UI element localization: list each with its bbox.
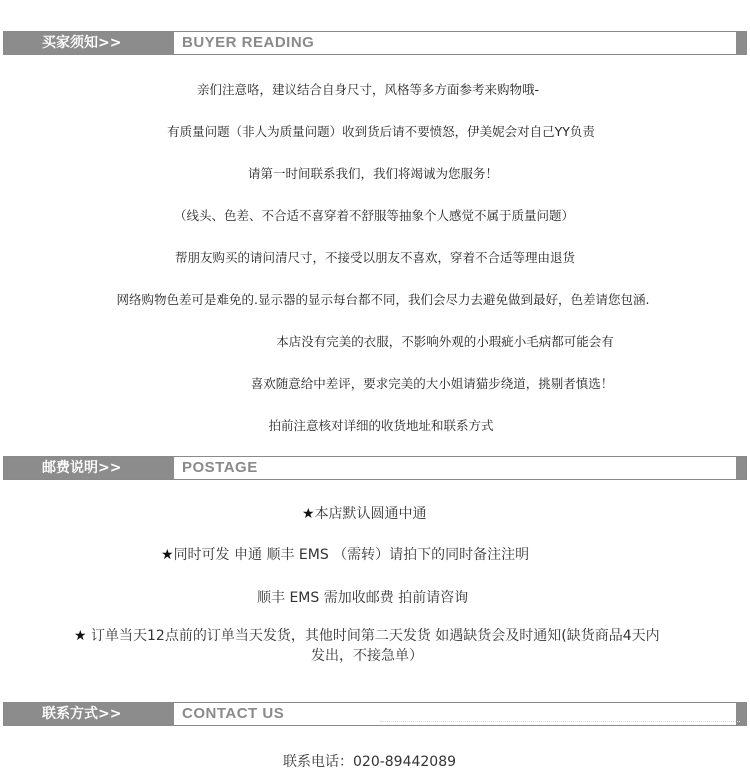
star-icon: ★ xyxy=(302,506,315,522)
contact-phone: 联系电话：020-89442089 xyxy=(283,754,457,770)
postage-line-1 xyxy=(302,503,427,523)
star-icon: ★ xyxy=(74,628,87,644)
buyer-line-1: 亲们注意咯，建议结合自身尺寸，风格等多方面参考来购物哦- xyxy=(196,82,539,97)
header-end-bar xyxy=(736,32,746,54)
postage-line-2 xyxy=(161,544,529,564)
header-end-bar xyxy=(736,457,746,479)
buyer-reading-header xyxy=(3,31,747,55)
star-icon: ★ xyxy=(161,547,174,563)
postage-line-1-text: 本店默认圆通中通 xyxy=(314,506,427,522)
postage-line-3: 顺丰 EMS 需加收邮费 拍前请咨询 xyxy=(257,590,469,606)
buyer-line-4: （线头、色差、不合适不喜穿着不舒服等抽象个人感觉不属于质量问题） xyxy=(173,208,574,223)
buyer-line-8: 喜欢随意给中差评，要求完美的大小姐请猫步绕道，挑剔者慎选！ xyxy=(250,376,614,391)
contact-header-en: CONTACT US xyxy=(182,705,285,722)
postage-header xyxy=(3,456,747,480)
divider xyxy=(380,721,740,723)
buyer-reading-header-cn: 买家须知>> xyxy=(4,32,174,54)
postage-line-4 xyxy=(74,625,660,645)
postage-line-4-text: 订单当天12点前的订单当天发货，其他时间第二天发货 如遇缺货会及时通知(缺货商品4天内 xyxy=(86,628,660,644)
postage-line-4-cont: 发出，不接急单） xyxy=(311,648,423,664)
postage-header-cn: 邮费说明>> xyxy=(4,457,174,479)
buyer-line-7: 本店没有完美的衣服，不影响外观的小瑕疵小毛病都可能会有 xyxy=(276,334,614,349)
buyer-line-2: 有质量问题（非人为质量问题）收到货后请不要愤怒，伊美妮会对自己YY负责 xyxy=(167,124,595,139)
buyer-reading-header-en: BUYER READING xyxy=(182,34,315,51)
buyer-line-6: 网络购物色差可是难免的.显示器的显示每台都不同，我们会尽力去避免做到最好，色差请您包涵. xyxy=(116,292,650,307)
buyer-line-5: 帮朋友购买的请问清尺寸，不接受以朋友不喜欢，穿着不合适等理由退货 xyxy=(174,250,575,265)
buyer-line-9: 拍前注意核对详细的收货地址和联系方式 xyxy=(268,418,494,433)
postage-header-en: POSTAGE xyxy=(182,459,258,476)
buyer-line-3: 请第一时间联系我们，我们将竭诚为您服务！ xyxy=(247,166,498,181)
postage-line-2-text: 同时可发 申通 顺丰 EMS （需转）请拍下的同时备注注明 xyxy=(173,547,530,563)
contact-header-cn: 联系方式>> xyxy=(4,703,174,725)
